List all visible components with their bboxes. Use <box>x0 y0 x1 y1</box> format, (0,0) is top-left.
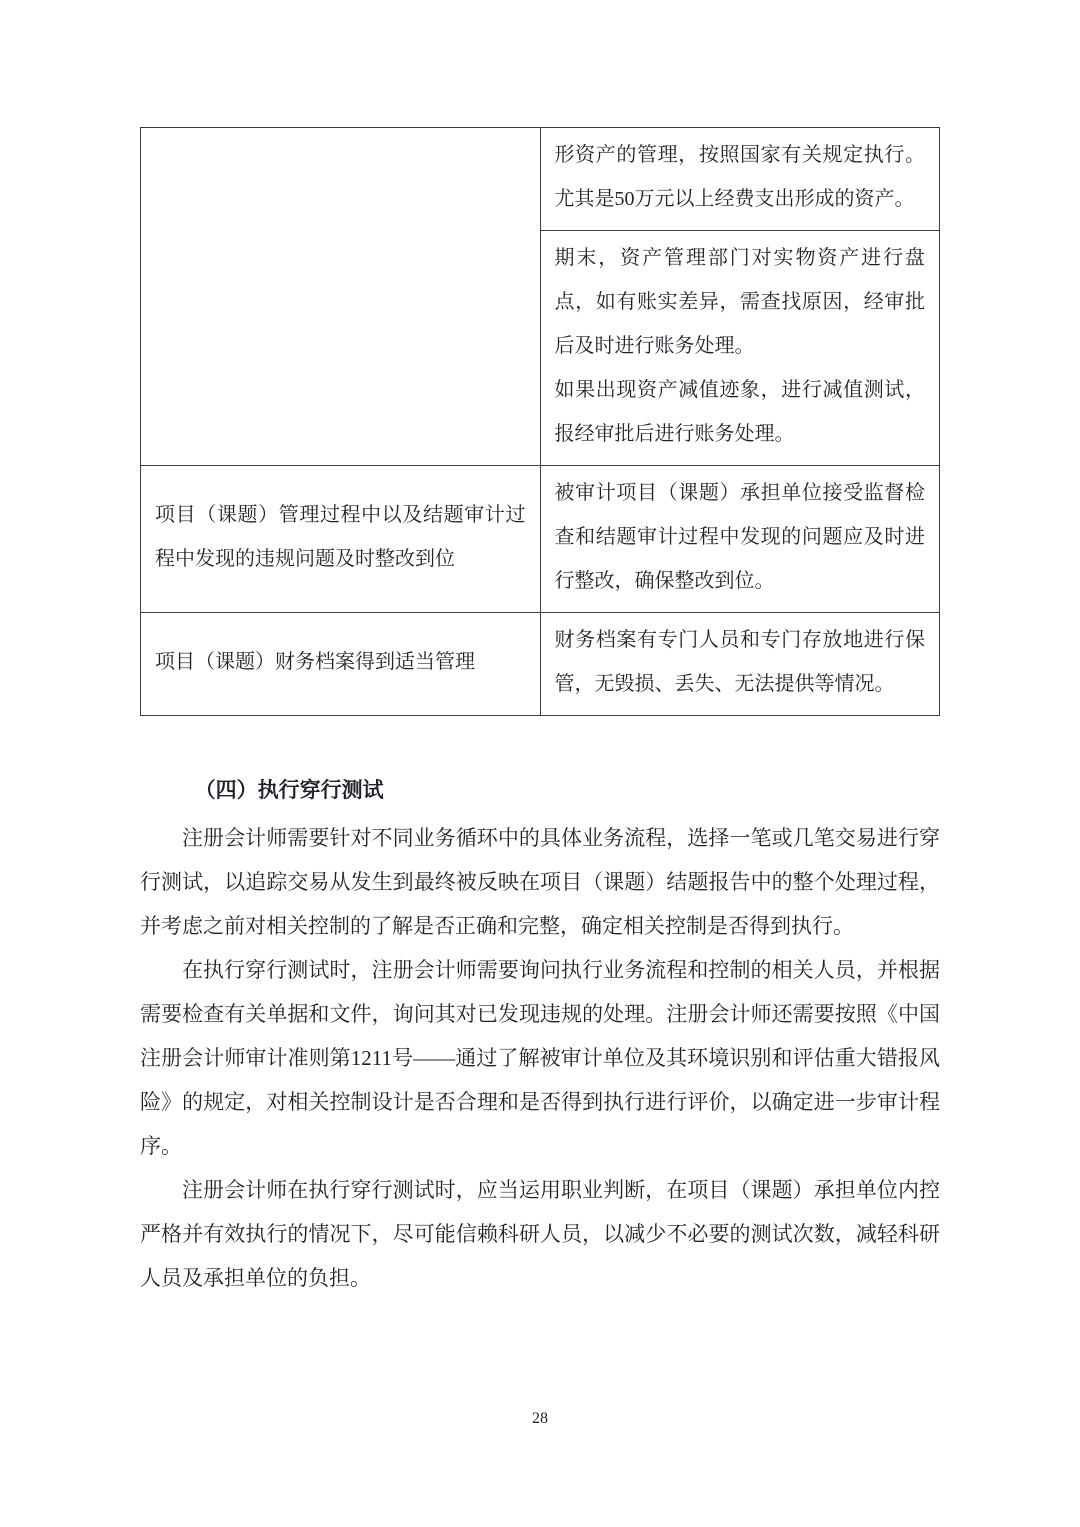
table-cell-control-measure <box>540 613 940 716</box>
page-number: 28 <box>532 1410 548 1427</box>
table-row <box>141 128 940 231</box>
table-cell-control-measure <box>540 231 940 466</box>
table-cell-control-objective-empty <box>141 128 541 466</box>
control-test-table <box>140 127 940 716</box>
body-paragraph: 注册会计师需要针对不同业务循环中的具体业务流程，选择一笔或几笔交易进行穿行测试，以追踪交易从发生到最终被反映在项目（课题）结题报告中的整个处理过程，并考虑之前对相关控制的了解是否正确和完整，确定相关控制是否得到执行。 <box>140 826 940 938</box>
cell-paragraph: 被审计项目（课题）承担单位接受监督检查和结题审计过程中发现的问题应及时进行整改，确保整改到位。 <box>554 482 925 592</box>
table-row <box>141 613 940 716</box>
cell-paragraph: 财务档案有专门人员和专门存放地进行保管，无毁损、丢失、无法提供等情况。 <box>554 629 925 695</box>
table-cell-control-objective <box>141 613 541 716</box>
cell-paragraph: 形资产的管理，按照国家有关规定执行。尤其是50万元以上经费支出形成的资产。 <box>554 144 925 210</box>
cell-paragraph: 期末，资产管理部门对实物资产进行盘点，如有账实差异，需查找原因，经审批后及时进行账务处理。 <box>554 247 925 357</box>
cell-paragraph: 如果出现资产减值迹象，进行减值测试，报经审批后进行账务处理。 <box>554 379 925 445</box>
body-paragraph: 注册会计师在执行穿行测试时，应当运用职业判断，在项目（课题）承担单位内控严格并有效执行的情况下，尽可能信赖科研人员，以减少不必要的测试次数，减轻科研人员及承担单位的负担。 <box>140 1178 940 1290</box>
cell-paragraph: 项目（课题）管理过程中以及结题审计过程中发现的违规问题及时整改到位 <box>155 504 526 570</box>
table-cell-control-measure <box>540 466 940 613</box>
cell-paragraph: 项目（课题）财务档案得到适当管理 <box>155 651 475 673</box>
table-cell-control-objective <box>141 466 541 613</box>
body-paragraph: 在执行穿行测试时，注册会计师需要询问执行业务流程和控制的相关人员，并根据需要检查有关单据和文件，询问其对已发现违规的处理。注册会计师还需要按照《中国注册会计师审计准则第1211号——通过了解被审计单位及其环境识别和评估重大错报风险》的规定，对相关控制设计是否合理和是否得到执行进行评价，以确定进一步审计程序。 <box>140 958 940 1158</box>
section-heading: （四）执行穿行测试 <box>194 778 384 802</box>
table-cell-control-measure <box>540 128 940 231</box>
table-row <box>141 466 940 613</box>
page-content <box>140 0 940 1300</box>
